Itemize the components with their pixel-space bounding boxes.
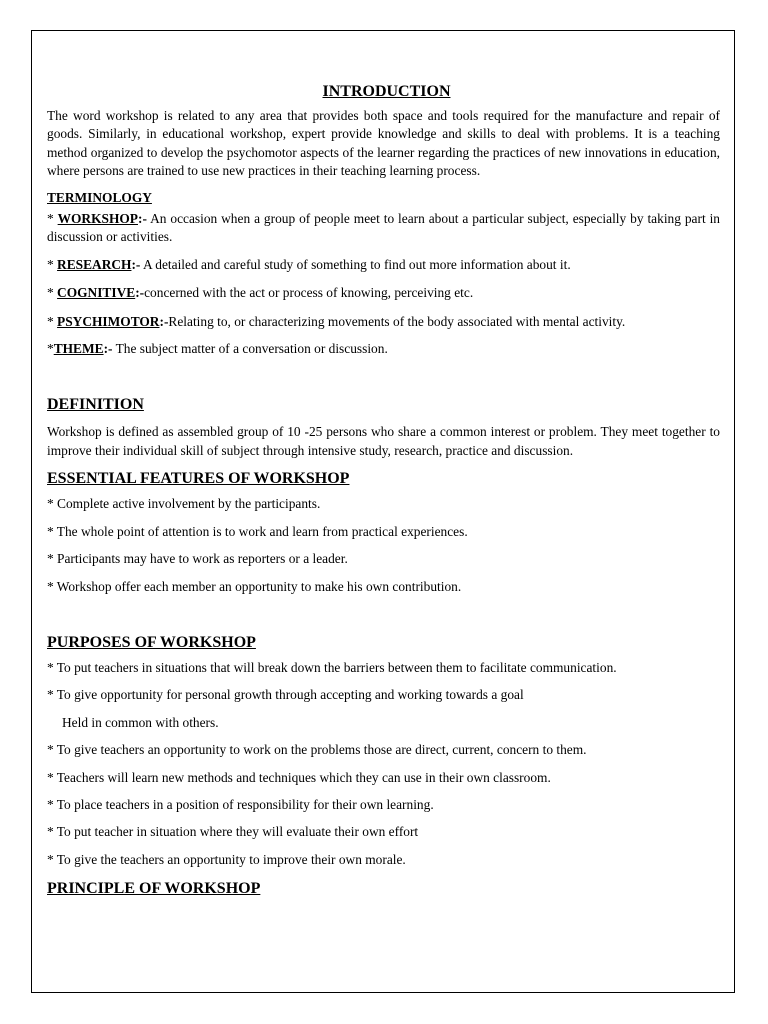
definition-paragraph: Workshop is defined as assembled group of 10 -25 persons who share a common interest or problem. They meet together to improve their individual skill of subject through intensive study, research, practice and discussion. (47, 424, 720, 458)
purpose-item: * Teachers will learn new methods and techniques which they can use in their own classroom. (47, 769, 551, 785)
term-separator: :- (135, 285, 145, 301)
term-separator: :- (103, 341, 113, 357)
term-description: Relating to, or characterizing movements of the body associated with mental activity. (168, 313, 626, 329)
purpose-item: * To put teacher in situation where they will evaluate their own effort (47, 824, 419, 840)
feature-item: * Complete active involvement by the participants. (47, 496, 321, 512)
purpose-item: * To put teachers in situations that will break down the barriers between them to facilitate communication. (47, 659, 617, 675)
term-separator: :- (131, 256, 141, 272)
terminology-heading: TERMINOLOGY (47, 189, 152, 205)
feature-item: * Workshop offer each member an opportunity to make his own contribution. (47, 578, 462, 594)
term-label: COGNITIVE (57, 285, 136, 301)
purpose-item: * To give opportunity for personal growth through accepting and working towards a goal (47, 687, 524, 703)
term-label: THEME (53, 341, 104, 357)
feature-item: * The whole point of attention is to work and learn from practical experiences. (47, 523, 468, 539)
features-heading: ESSENTIAL FEATURES OF WORKSHOP (47, 470, 350, 488)
term-theme (47, 340, 720, 358)
document-body (47, 82, 720, 899)
term-separator: :- (137, 211, 147, 227)
term-research (47, 256, 720, 274)
introduction-paragraph: The word workshop is related to any area that provides both space and tools required for the manufacture and repair of goods. Similarly, in educational workshop, expert provide knowledge and skills to deal with problems. It is a teaching method organized to develop the psychomotor aspects of the learner regarding the practices of new innovations in education, where persons are trained to use new practices in their teaching learning process. (47, 108, 720, 179)
purpose-item: * To give teachers an opportunity to work on the problems those are direct, current, concern to them. (47, 742, 587, 758)
introduction-heading: INTRODUCTION (322, 83, 451, 100)
term-bullet: * (47, 313, 58, 329)
term-bullet: * (47, 285, 58, 301)
term-bullet: * (47, 211, 58, 227)
term-bullet: * (47, 341, 54, 357)
purposes-heading: PURPOSES OF WORKSHOP (47, 633, 256, 651)
term-psychimotor (47, 313, 720, 331)
term-bullet: * (47, 256, 58, 272)
term-separator: :- (159, 313, 169, 329)
principle-heading: PRINCIPLE OF WORKSHOP (47, 880, 261, 898)
term-label: PSYCHIMOTOR (57, 313, 160, 329)
term-description: An occasion when a group of people meet to learn about a particular subject, especially by taking part in discussion or activities. (47, 211, 721, 245)
feature-item: * Participants may have to work as reporters or a leader. (47, 551, 348, 567)
term-description: A detailed and careful study of something to find out more information about it. (140, 256, 571, 272)
term-label: WORKSHOP (57, 211, 138, 227)
term-label: RESEARCH (57, 256, 132, 272)
purpose-item: * To place teachers in a position of responsibility for their own learning. (47, 796, 434, 812)
purpose-item-continuation: Held in common with others. (62, 714, 219, 730)
term-description: The subject matter of a conversation or discussion. (112, 341, 388, 357)
definition-heading: DEFINITION (47, 396, 144, 414)
purpose-item: * To give the teachers an opportunity to improve their own morale. (47, 851, 406, 867)
term-workshop (47, 210, 720, 247)
term-description: concerned with the act or process of knowing, perceiving etc. (144, 285, 474, 301)
term-cognitive (47, 284, 720, 302)
